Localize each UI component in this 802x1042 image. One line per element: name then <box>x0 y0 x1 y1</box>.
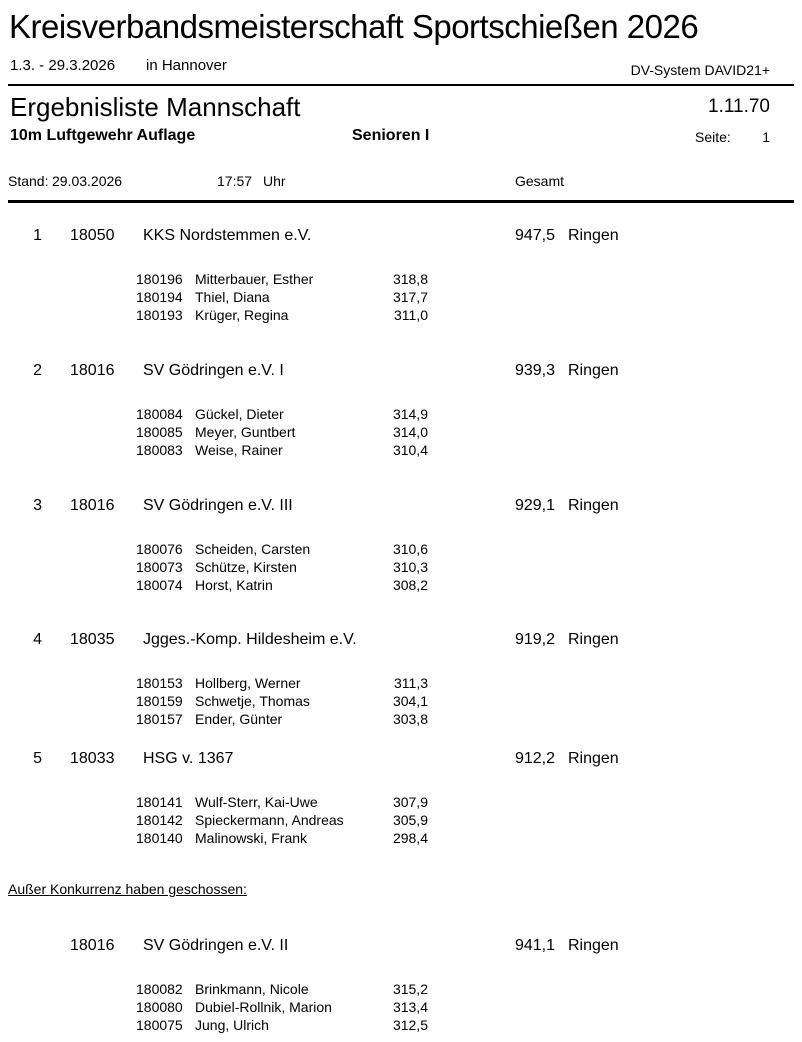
uhr-label: Uhr <box>263 173 286 189</box>
member-row <box>0 1017 802 1036</box>
gesamt-column-header: Gesamt <box>515 173 565 189</box>
team-rank: 4 <box>33 631 42 648</box>
team-name: HSG v. 1367 <box>143 750 234 767</box>
member-score: 298,4 <box>392 830 428 846</box>
member-name: Mitterbauer, Esther <box>195 271 314 287</box>
member-score: 314,0 <box>392 424 428 440</box>
team-club-id: 18050 <box>70 227 115 244</box>
member-row <box>0 271 802 290</box>
team-name: Jgges.-Komp. Hildesheim e.V. <box>143 631 357 648</box>
member-id: 180159 <box>136 693 183 709</box>
team-header-row <box>0 497 802 516</box>
member-row <box>0 711 802 730</box>
member-score: 314,9 <box>392 406 428 422</box>
team-score: 947,5 <box>514 227 555 244</box>
member-row <box>0 424 802 443</box>
team-header-row <box>0 750 802 769</box>
member-id: 180085 <box>136 424 183 440</box>
member-score: 310,3 <box>392 559 428 575</box>
member-id: 180083 <box>136 442 183 458</box>
page-number-value: 1 <box>762 129 770 145</box>
event-location: in Hannover <box>146 57 227 74</box>
team-score: 912,2 <box>514 750 555 767</box>
team-name: SV Gödringen e.V. III <box>143 497 293 514</box>
team-rank: 3 <box>33 497 42 514</box>
table-top-divider <box>8 200 794 203</box>
member-row <box>0 812 802 831</box>
member-score: 313,4 <box>392 999 428 1015</box>
member-id: 180141 <box>136 794 183 810</box>
score-unit: Ringen <box>568 937 619 954</box>
score-unit: Ringen <box>568 227 619 244</box>
member-id: 180157 <box>136 711 183 727</box>
team-name: SV Gödringen e.V. II <box>143 937 289 954</box>
team-club-id: 18016 <box>70 937 115 954</box>
discipline-label: 10m Luftgewehr Auflage <box>10 127 196 144</box>
member-id: 180196 <box>136 271 183 287</box>
list-code: 1.11.70 <box>708 96 770 117</box>
member-name: Krüger, Regina <box>195 307 289 323</box>
team-block <box>0 631 802 731</box>
header-divider <box>8 84 794 86</box>
member-name: Hollberg, Werner <box>195 675 301 691</box>
page-title: Kreisverbandsmeisterschaft Sportschießen 2026 <box>9 8 699 45</box>
member-score: 304,1 <box>392 693 428 709</box>
team-score: 941,1 <box>514 937 555 954</box>
member-score: 303,8 <box>392 711 428 727</box>
competition-class: Senioren I <box>352 127 430 144</box>
stand-label: Stand: <box>8 173 49 189</box>
out-of-competition-heading: Außer Konkurrenz haben geschossen: <box>8 881 247 897</box>
member-score: 307,9 <box>392 794 428 810</box>
member-row <box>0 541 802 560</box>
team-score: 919,2 <box>514 631 555 648</box>
member-id: 180140 <box>136 830 183 846</box>
score-unit: Ringen <box>568 497 619 514</box>
score-unit: Ringen <box>568 362 619 379</box>
member-score: 318,8 <box>392 271 428 287</box>
member-id: 180075 <box>136 1017 183 1033</box>
member-name: Weise, Rainer <box>195 442 283 458</box>
member-row <box>0 675 802 694</box>
team-block <box>0 227 802 327</box>
team-block <box>0 497 802 597</box>
member-row <box>0 442 802 461</box>
member-row <box>0 830 802 849</box>
member-name: Meyer, Guntbert <box>195 424 296 440</box>
member-name: Gückel, Dieter <box>195 406 284 422</box>
member-id: 180082 <box>136 981 183 997</box>
member-id: 180073 <box>136 559 183 575</box>
member-row <box>0 559 802 578</box>
member-score: 310,4 <box>392 442 428 458</box>
member-score: 305,9 <box>392 812 428 828</box>
team-club-id: 18016 <box>70 497 115 514</box>
stand-time: 17:57 <box>217 173 253 189</box>
member-score: 312,5 <box>392 1017 428 1033</box>
member-row <box>0 981 802 1000</box>
team-club-id: 18033 <box>70 750 115 767</box>
team-rank: 5 <box>33 750 42 767</box>
stand-date: 29.03.2026 <box>52 173 123 189</box>
team-header-row <box>0 937 802 956</box>
member-score: 317,7 <box>392 289 428 305</box>
member-score: 310,6 <box>392 541 428 557</box>
team-score: 929,1 <box>514 497 555 514</box>
member-name: Scheiden, Carsten <box>195 541 311 557</box>
member-score: 311,0 <box>394 307 428 323</box>
member-row <box>0 794 802 813</box>
member-id: 180076 <box>136 541 183 557</box>
team-club-id: 18016 <box>70 362 115 379</box>
member-name: Wulf-Sterr, Kai-Uwe <box>195 794 318 810</box>
member-score: 311,3 <box>394 675 428 691</box>
team-score: 939,3 <box>514 362 555 379</box>
member-name: Schütze, Kirsten <box>195 559 297 575</box>
team-name: SV Gödringen e.V. I <box>143 362 284 379</box>
member-row <box>0 307 802 326</box>
event-date-range: 1.3. - 29.3.2026 <box>10 57 116 74</box>
member-id: 180142 <box>136 812 183 828</box>
member-row <box>0 577 802 596</box>
member-score: 308,2 <box>392 577 428 593</box>
team-rank: 2 <box>33 362 42 379</box>
member-row <box>0 406 802 425</box>
member-row <box>0 289 802 308</box>
member-id: 180074 <box>136 577 183 593</box>
member-name: Horst, Katrin <box>195 577 273 593</box>
team-header-row <box>0 227 802 246</box>
team-name: KKS Nordstemmen e.V. <box>143 227 312 244</box>
dv-system-label: DV-System DAVID21+ <box>630 62 770 78</box>
member-name: Jung, Ulrich <box>195 1017 269 1033</box>
member-name: Schwetje, Thomas <box>195 693 310 709</box>
page-number-label: Seite: <box>695 129 731 145</box>
team-block <box>0 750 802 850</box>
member-name: Malinowski, Frank <box>195 830 308 846</box>
member-id: 180194 <box>136 289 183 305</box>
member-id: 180193 <box>136 307 183 323</box>
team-header-row <box>0 631 802 650</box>
score-unit: Ringen <box>568 631 619 648</box>
member-id: 180080 <box>136 999 183 1015</box>
member-score: 315,2 <box>392 981 428 997</box>
team-block <box>0 362 802 462</box>
team-club-id: 18035 <box>70 631 115 648</box>
member-row <box>0 693 802 712</box>
member-name: Ender, Günter <box>195 711 283 727</box>
member-id: 180084 <box>136 406 183 422</box>
member-name: Thiel, Diana <box>195 289 270 305</box>
member-name: Brinkmann, Nicole <box>195 981 309 997</box>
score-unit: Ringen <box>568 750 619 767</box>
member-row <box>0 999 802 1018</box>
member-id: 180153 <box>136 675 183 691</box>
member-name: Dubiel-Rollnik, Marion <box>195 999 332 1015</box>
list-title: Ergebnisliste Mannschaft <box>10 92 301 122</box>
member-name: Spieckermann, Andreas <box>195 812 344 828</box>
team-block-out-of-competition <box>0 937 802 1037</box>
team-rank: 1 <box>33 227 42 244</box>
team-header-row <box>0 362 802 381</box>
